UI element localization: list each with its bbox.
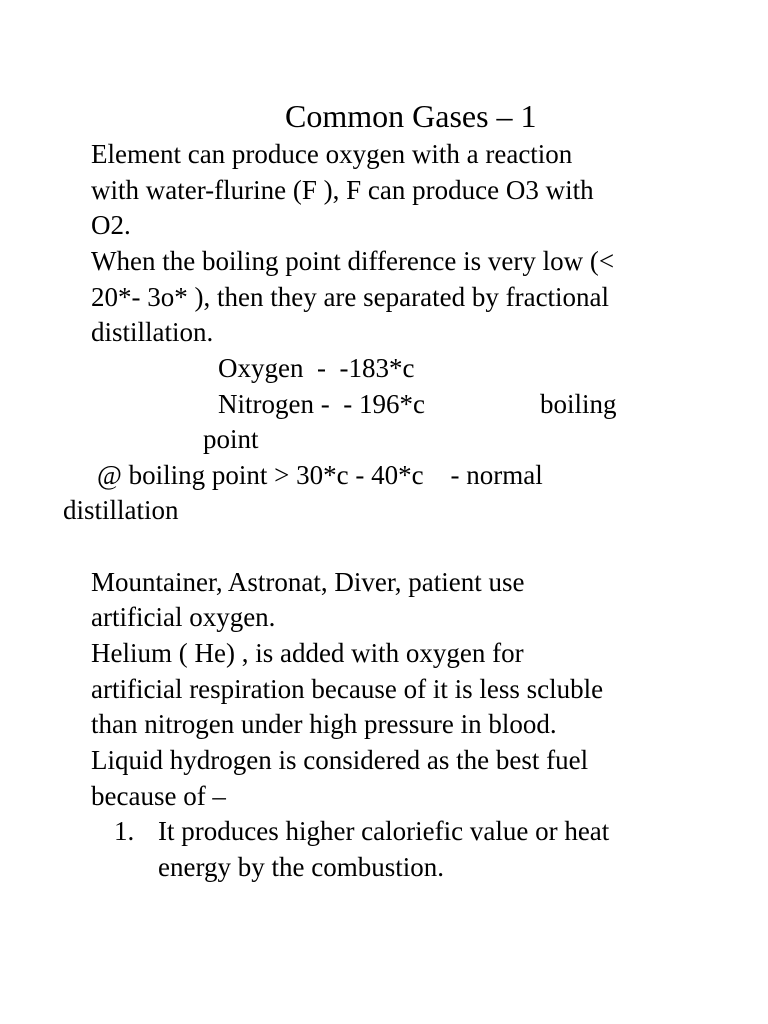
point-label: point xyxy=(203,424,259,454)
text-line: Helium ( He) , is added with oxygen for xyxy=(91,638,524,668)
text-line: with water-flurine (F ), F can produce O3 with xyxy=(91,175,594,205)
text-line: Mountainer, Astronat, Diver, patient use xyxy=(91,567,525,597)
text-line: because of – xyxy=(91,781,226,811)
list-marker: 1. xyxy=(114,816,135,846)
text-line: distillation. xyxy=(91,317,214,347)
list-item-line: energy by the combustion. xyxy=(158,852,444,882)
text-line: than nitrogen under high pressure in blood. xyxy=(91,709,557,739)
text-line: When the boiling point difference is very low (< xyxy=(91,246,615,276)
text-line: Liquid hydrogen is considered as the best fuel xyxy=(91,745,589,775)
oxygen-boiling-point: Oxygen - -183*c xyxy=(218,353,415,383)
text-line: O2. xyxy=(91,210,131,240)
text-line: @ boiling point > 30*c - 40*c - normal xyxy=(97,460,543,490)
boiling-label: boiling xyxy=(540,389,617,419)
text-line: distillation xyxy=(63,495,179,525)
nitrogen-boiling-point: Nitrogen - - 196*c xyxy=(218,389,425,419)
page-title: Common Gases – 1 xyxy=(285,98,537,134)
text-line: 20*- 3o* ), then they are separated by fractional xyxy=(91,282,610,312)
text-line: artificial oxygen. xyxy=(91,602,276,632)
list-item-line: It produces higher caloriefic value or heat xyxy=(158,816,610,846)
text-line: artificial respiration because of it is less scluble xyxy=(91,674,604,704)
text-line: Element can produce oxygen with a reaction xyxy=(91,139,573,169)
